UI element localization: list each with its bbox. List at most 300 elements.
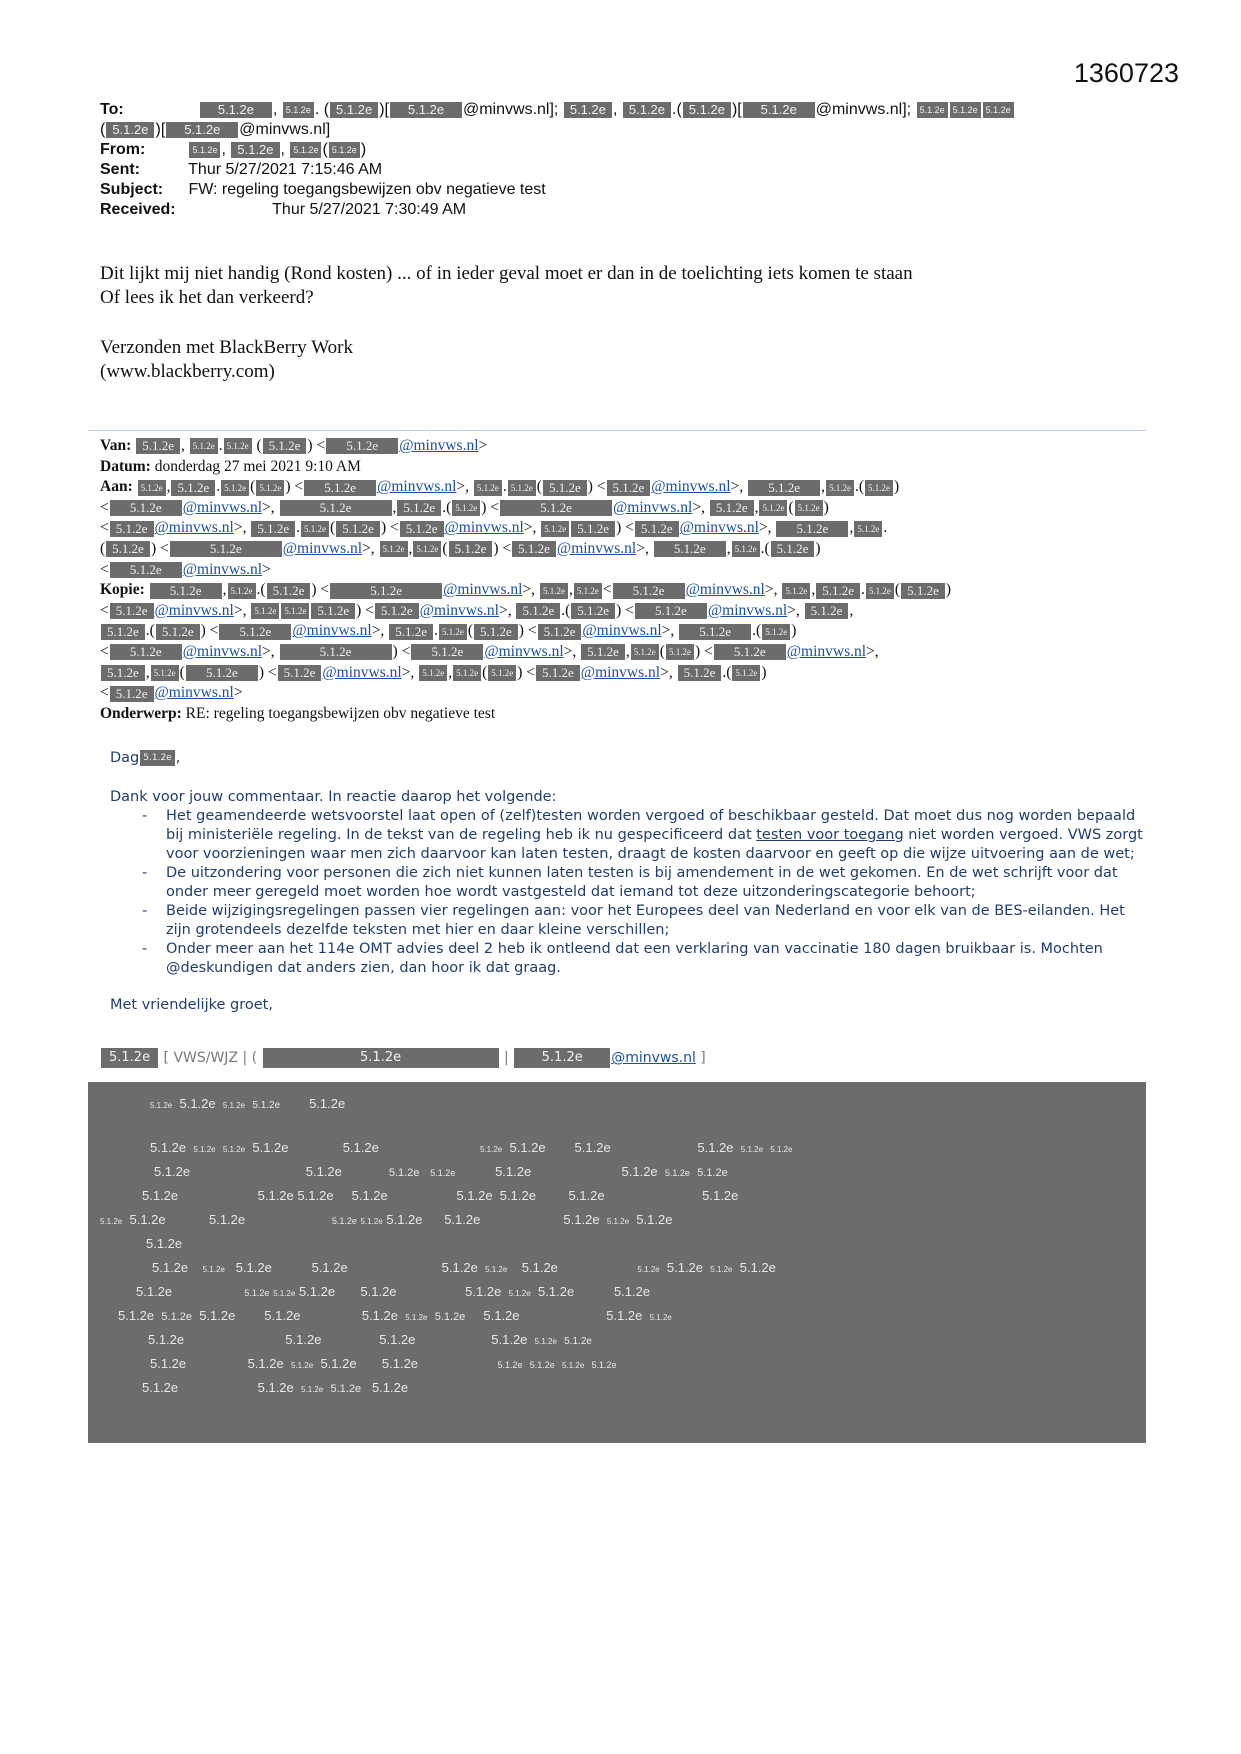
- sent-with: Verzonden met BlackBerry Work: [100, 337, 353, 358]
- kopie-row: Kopie: 5.1.2e , 5.1.2e .( 5.1.2e ) < 5.1.2e @minvws.nl>, 5.1.2e , 5.1.2e < 5.1.2e @minvws.nl>, 5.1.2e , 5.1.2e . 5.1.2e ( 5.1.2e ): [100, 581, 952, 599]
- redaction: 5.1.2e: [613, 1284, 651, 1299]
- redaction: 5.1.2e: [434, 1311, 466, 1323]
- redaction: 5.1.2e: [866, 583, 894, 599]
- redaction: 5.1.2e: [140, 750, 174, 766]
- signature-email[interactable]: @minvws.nl: [611, 1050, 696, 1066]
- redaction: 5.1.2e: [231, 142, 279, 158]
- body-line: Of lees ik het dan verkeerd?: [100, 287, 314, 308]
- received-label: Received:: [100, 201, 176, 218]
- redaction: 5.1.2e: [297, 1188, 334, 1203]
- redaction: 5.1.2e: [110, 686, 154, 702]
- redaction: 5.1.2e: [247, 1356, 284, 1371]
- redaction-row: [150, 1140, 793, 1155]
- redaction: 5.1.2e: [305, 1164, 342, 1179]
- redaction: 5.1.2e: [161, 1311, 192, 1323]
- reply-intro: Dank voor jouw commentaar. In reactie daarop het volgende:: [110, 789, 557, 805]
- redaction: 5.1.2e: [413, 541, 441, 557]
- redaction: 5.1.2e: [702, 1188, 739, 1203]
- message-body: [100, 262, 913, 310]
- kopie-row-cont: 5.1.2e , 5.1.2e ( 5.1.2e ) < 5.1.2e @minvws.nl>, 5.1.2e , 5.1.2e ( 5.1.2e ) < 5.1.2e @minvws.nl>, 5.1.2e .( 5.1.2e ): [100, 663, 1150, 684]
- email-link[interactable]: @minvws.nl: [154, 684, 234, 702]
- redaction: 5.1.2e: [331, 1216, 357, 1226]
- redaction: 5.1.2e: [678, 665, 722, 681]
- redaction: 5.1.2e: [581, 644, 625, 660]
- bullet-item: - De uitzondering voor personen die zich niet kunnen laten testen is bij amendement in de wet gekomen. En de wet schrijft voor dat onder meer geregeld moet worden hoe wordt vastgesteld dat iemand tot deze uitzonderingscategorie behoort;: [110, 864, 1150, 902]
- redaction: 5.1.2e: [697, 1167, 728, 1179]
- received-row: [100, 200, 1015, 220]
- redaction: 5.1.2e: [142, 1380, 179, 1395]
- email-header: [100, 100, 1015, 220]
- redaction: 5.1.2e: [208, 1212, 246, 1227]
- email-link[interactable]: @minvws.nl: [580, 663, 661, 681]
- reply-greeting: Dag 5.1.2e ,: [110, 750, 181, 766]
- redaction: 5.1.2e: [251, 521, 295, 537]
- redaction: 5.1.2e: [190, 438, 218, 454]
- redaction: 5.1.2e: [759, 500, 787, 516]
- reply-closing: Met vriendelijke groet,: [110, 997, 273, 1013]
- redaction: 5.1.2e: [202, 1265, 225, 1274]
- kopie-label: Kopie:: [100, 581, 145, 599]
- email-link[interactable]: @minvws.nl: [182, 498, 263, 516]
- redaction: 5.1.2e: [917, 102, 948, 118]
- redaction: 5.1.2e: [606, 1217, 630, 1226]
- redaction: 5.1.2e: [430, 1168, 456, 1178]
- redaction: 5.1.2e: [200, 102, 272, 118]
- redaction-row: [142, 1380, 408, 1395]
- redaction: 5.1.2e: [106, 541, 150, 557]
- received-value: Thur 5/27/2021 7:30:49 AM: [272, 201, 467, 218]
- email-link[interactable]: @minvws.nl: [419, 601, 499, 619]
- redaction: 5.1.2e: [222, 1145, 246, 1154]
- redaction: 5.1.2e: [390, 102, 462, 118]
- redaction: 5.1.2e: [782, 583, 810, 599]
- redaction: 5.1.2e: [244, 1288, 270, 1298]
- redaction: 5.1.2e: [508, 480, 536, 496]
- redaction: 5.1.2e: [290, 1361, 314, 1370]
- redaction: 5.1.2e: [290, 142, 321, 158]
- email-link[interactable]: @minvws.nl: [292, 622, 372, 640]
- redaction: 5.1.2e: [771, 541, 815, 557]
- email-link[interactable]: @minvws.nl: [154, 519, 234, 537]
- redaction: 5.1.2e: [171, 480, 215, 496]
- redaction: 5.1.2e: [649, 1313, 672, 1322]
- redaction: 5.1.2e: [388, 1167, 420, 1179]
- redaction: 5.1.2e: [635, 521, 679, 537]
- email-link[interactable]: @minvws.nl: [679, 519, 759, 537]
- redaction: 5.1.2e: [805, 603, 849, 619]
- redaction: 5.1.2e: [631, 644, 659, 660]
- redaction: 5.1.2e: [309, 1096, 346, 1111]
- redaction-row: [146, 1236, 182, 1251]
- email-link[interactable]: @minvws.nl: [484, 642, 564, 660]
- redaction: 5.1.2e: [235, 1260, 272, 1275]
- redaction: 5.1.2e: [714, 644, 786, 660]
- redaction: 5.1.2e: [100, 1217, 123, 1226]
- redaction: 5.1.2e: [449, 541, 493, 557]
- redaction: 5.1.2e: [465, 1284, 502, 1299]
- redaction: 5.1.2e: [136, 438, 180, 454]
- redaction: 5.1.2e: [110, 603, 154, 619]
- redaction: 5.1.2e: [251, 603, 279, 619]
- redaction: 5.1.2e: [564, 102, 612, 118]
- onderwerp-label: Onderwerp:: [100, 704, 182, 722]
- redaction: 5.1.2e: [193, 1145, 216, 1154]
- signature-pipe: |: [504, 1050, 509, 1066]
- email-link[interactable]: @minvws.nl: [613, 498, 693, 516]
- redaction: 5.1.2e: [950, 102, 981, 118]
- signature-dept: [ VWS/WJZ | (: [163, 1050, 258, 1066]
- email-link[interactable]: @minvws.nl: [377, 478, 457, 496]
- redaction: 5.1.2e: [199, 1308, 236, 1323]
- redaction: 5.1.2e: [816, 583, 860, 599]
- redaction: 5.1.2e: [320, 1356, 357, 1371]
- email-link[interactable]: @minvws.nl: [582, 622, 662, 640]
- forwarded-header: [100, 436, 1150, 724]
- redaction: 5.1.2e: [228, 583, 256, 599]
- document-id: 1360723: [1073, 58, 1179, 88]
- redaction: 5.1.2e: [606, 1308, 643, 1323]
- redaction: 5.1.2e: [252, 1100, 281, 1111]
- aan-row-cont: < 5.1.2e @minvws.nl>, 5.1.2e , 5.1.2e .( 5.1.2e ) < 5.1.2e @minvws.nl>, 5.1.2e , 5.1.2e ( 5.1.2e ): [100, 498, 829, 516]
- redaction: 5.1.2e: [304, 480, 376, 496]
- redaction: 5.1.2e: [697, 1140, 734, 1155]
- redaction: 5.1.2e: [150, 1101, 173, 1110]
- redaction: 5.1.2e: [740, 1145, 764, 1154]
- van-row: Van: 5.1.2e , 5.1.2e . 5.1.2e ( 5.1.2e ) < 5.1.2e @minvws.nl>: [100, 437, 488, 454]
- redaction: 5.1.2e: [571, 521, 615, 537]
- redaction: 5.1.2e: [360, 1284, 397, 1299]
- redaction: 5.1.2e: [386, 1212, 423, 1227]
- redaction: 5.1.2e: [571, 603, 615, 619]
- redaction: 5.1.2e: [330, 102, 378, 118]
- redaction: 5.1.2e: [474, 624, 518, 640]
- redaction: 5.1.2e: [516, 603, 560, 619]
- redaction: 5.1.2e: [901, 583, 945, 599]
- redaction: 5.1.2e: [411, 644, 483, 660]
- bullet-text: Het geamendeerde wetsvoorstel laat open of (zelf)testen worden vergoed of beschikbaar gesteld. Dat moet dus nog worden bepaald bij ministeriële regeling. In de tekst van de regeling heb ik nu gespecificeerd dat: [166, 808, 1136, 843]
- redaction: 5.1.2e: [342, 1140, 379, 1155]
- bullet-link[interactable]: testen voor toegang: [756, 827, 904, 843]
- redaction: 5.1.2e: [101, 624, 145, 640]
- redaction: 5.1.2e: [179, 1096, 216, 1111]
- redaction: 5.1.2e: [710, 500, 754, 516]
- redaction: 5.1.2e: [497, 1360, 523, 1370]
- redaction: 5.1.2e: [621, 1164, 658, 1179]
- subject-value: FW: regeling toegangsbewijzen obv negatieve test: [188, 181, 546, 198]
- redaction: 5.1.2e: [483, 1308, 520, 1323]
- redaction: 5.1.2e: [540, 583, 568, 599]
- greeting-text: Dag: [110, 750, 140, 766]
- redaction: 5.1.2e: [330, 1383, 362, 1395]
- redaction: 5.1.2e: [360, 1217, 383, 1226]
- redaction: 5.1.2e: [152, 1260, 189, 1275]
- sent-row: [100, 160, 1015, 180]
- to-row: To: 5.1.2e , 5.1.2e . ( 5.1.2e )[ 5.1.2e @minvws.nl]; 5.1.2e , 5.1.2e .( 5.1.2e )[ 5.1.2e @minvws.nl]; 5.1.2e 5.1.2e 5.1.2e: [100, 100, 1015, 120]
- reply-bullets: [110, 807, 1150, 978]
- redaction: 5.1.2e: [389, 624, 433, 640]
- redaction: 5.1.2e: [444, 1212, 481, 1227]
- redaction-row: [148, 1332, 592, 1347]
- redaction: 5.1.2e: [568, 1188, 605, 1203]
- redaction: 5.1.2e: [654, 541, 726, 557]
- email-link[interactable]: @minvws.nl: [707, 601, 788, 619]
- sent-value: Thur 5/27/2021 7:15:46 AM: [188, 161, 383, 178]
- datum-value: donderdag 27 mei 2021 9:10 AM: [154, 457, 361, 475]
- redaction: 5.1.2e: [732, 665, 760, 681]
- redacted-block: [88, 1082, 1146, 1443]
- email-link[interactable]: @minvws.nl: [322, 663, 402, 681]
- redaction-row: [150, 1096, 345, 1111]
- email-link[interactable]: @minvws.nl: [556, 539, 637, 557]
- redaction: 5.1.2e: [748, 480, 820, 496]
- to-label: To:: [100, 101, 124, 118]
- redaction: 5.1.2e: [562, 1361, 585, 1370]
- redaction: 5.1.2e: [101, 665, 145, 681]
- email-link[interactable]: @minvws.nl: [685, 581, 765, 599]
- datum-row: [100, 457, 1150, 478]
- redaction: 5.1.2e: [267, 583, 311, 599]
- redaction: 5.1.2e: [285, 1332, 322, 1347]
- redaction: 5.1.2e: [495, 1164, 532, 1179]
- kopie-row-cont: 5.1.2e .( 5.1.2e ) < 5.1.2e @minvws.nl>, 5.1.2e . 5.1.2e ( 5.1.2e ) < 5.1.2e @minvws.nl>, 5.1.2e .( 5.1.2e ): [100, 621, 1150, 642]
- redaction-row: [142, 1188, 738, 1203]
- redaction: 5.1.2e: [480, 1145, 503, 1154]
- redaction: 5.1.2e: [613, 583, 685, 599]
- redaction: 5.1.2e: [311, 1260, 348, 1275]
- email-link[interactable]: @minvws.nl: [182, 642, 263, 660]
- email-link[interactable]: @minvws.nl: [182, 560, 263, 578]
- redaction: 5.1.2e: [488, 665, 516, 681]
- redaction: 5.1.2e: [534, 1337, 557, 1346]
- redaction: 5.1.2e: [146, 1236, 183, 1251]
- redaction: 5.1.2e: [564, 1336, 592, 1347]
- redaction: 5.1.2e: [301, 1385, 324, 1394]
- redaction: 5.1.2e: [351, 1188, 388, 1203]
- redaction: 5.1.2e: [150, 1356, 187, 1371]
- redaction: 5.1.2e: [154, 1164, 191, 1179]
- signature-line: [100, 1048, 706, 1068]
- redaction: 5.1.2e: [541, 521, 569, 537]
- redaction: 5.1.2e: [263, 1048, 499, 1068]
- redaction: 5.1.2e: [110, 500, 182, 516]
- redaction: 5.1.2e: [529, 1360, 555, 1370]
- mobile-signature: [100, 336, 353, 384]
- redaction: 5.1.2e: [301, 521, 329, 537]
- redaction: 5.1.2e: [453, 665, 481, 681]
- redaction: 5.1.2e: [264, 1308, 301, 1323]
- email-link[interactable]: @minvws.nl: [786, 642, 867, 660]
- redaction: 5.1.2e: [536, 665, 580, 681]
- redaction: 5.1.2e: [854, 521, 882, 537]
- email-link[interactable]: @minvws.nl: [399, 437, 479, 454]
- email-link[interactable]: @minvws.nl: [282, 539, 363, 557]
- redaction: 5.1.2e: [574, 583, 602, 599]
- aan-label: Aan:: [100, 478, 133, 496]
- redaction: 5.1.2e: [732, 541, 760, 557]
- redaction: 5.1.2e: [101, 1048, 158, 1068]
- signature-end: ]: [700, 1050, 706, 1066]
- redaction: 5.1.2e: [281, 603, 309, 619]
- redaction: 5.1.2e: [636, 1212, 673, 1227]
- redaction: 5.1.2e: [336, 521, 380, 537]
- bullet-text: niet worden vergoed. VWS zorgt voor voorzieningen waar men zich daarvoor kan laten testen, draagt de kosten daarvoor en geeft op die wijze uitvoering aan de wet;: [166, 827, 1143, 862]
- redaction: 5.1.2e: [770, 1145, 793, 1154]
- redaction: 5.1.2e: [739, 1260, 776, 1275]
- email-link[interactable]: @minvws.nl: [154, 601, 234, 619]
- onderwerp-row: [100, 704, 1150, 725]
- redaction: 5.1.2e: [508, 1289, 531, 1298]
- redaction: 5.1.2e: [710, 1265, 733, 1274]
- redaction: 5.1.2e: [380, 541, 408, 557]
- redaction: 5.1.2e: [189, 142, 220, 158]
- redaction: 5.1.2e: [186, 665, 258, 681]
- redaction: 5.1.2e: [263, 438, 307, 454]
- redaction: 5.1.2e: [635, 603, 707, 619]
- redaction: 5.1.2e: [256, 480, 284, 496]
- redaction: 5.1.2e: [865, 480, 893, 496]
- redaction-row: [136, 1284, 650, 1299]
- redaction: 5.1.2e: [329, 142, 360, 158]
- redaction: 5.1.2e: [499, 1188, 536, 1203]
- redaction: 5.1.2e: [106, 122, 154, 138]
- sent-label: Sent:: [100, 161, 140, 178]
- redaction: 5.1.2e: [795, 500, 823, 516]
- redaction: 5.1.2e: [826, 480, 854, 496]
- aan-row: Aan: 5.1.2e , 5.1.2e . 5.1.2e ( 5.1.2e ) < 5.1.2e @minvws.nl>, 5.1.2e . 5.1.2e ( 5.1.2e ) < 5.1.2e @minvws.nl>, 5.1.2e , 5.1.2e .( 5.1.2e ): [100, 478, 900, 496]
- to-email-domain: @minvws.nl]: [239, 121, 331, 138]
- redaction: 5.1.2e: [474, 480, 502, 496]
- redaction: 5.1.2e: [683, 102, 731, 118]
- redaction: 5.1.2e: [280, 500, 392, 516]
- redaction: 5.1.2e: [224, 438, 252, 454]
- redaction: 5.1.2e: [664, 1168, 690, 1178]
- to-email-domain: @minvws.nl];: [815, 101, 912, 118]
- redaction: 5.1.2e: [509, 1140, 546, 1155]
- redaction: 5.1.2e: [521, 1260, 558, 1275]
- kopie-row-cont: < 5.1.2e @minvws.nl>, 5.1.2e 5.1.2e 5.1.2e ) < 5.1.2e @minvws.nl>, 5.1.2e .( 5.1.2e ) < 5.1.2e @minvws.nl>, 5.1.2e ,: [100, 601, 854, 619]
- blackberry-url: (www.blackberry.com): [100, 361, 275, 382]
- redaction: 5.1.2e: [637, 1265, 660, 1274]
- redaction: 5.1.2e: [311, 603, 355, 619]
- body-line: Dit lijkt mij niet handig (Rond kosten) ... of in ieder geval moet er dan in de toelichting iets komen te staan: [100, 263, 913, 284]
- redaction: 5.1.2e: [607, 480, 651, 496]
- redaction: 5.1.2e: [441, 1260, 478, 1275]
- redaction: 5.1.2e: [375, 603, 419, 619]
- bullet-item: - Onder meer aan het 114e OMT advies deel 2 heb ik ontleend dat een verklaring van vaccinatie 180 dagen bruikbaar is. Mochten @deskundigen dat anders zien, dan hoor ik dat graag.: [110, 940, 1150, 978]
- redaction: 5.1.2e: [397, 500, 441, 516]
- van-label: Van:: [100, 437, 132, 454]
- redaction: 5.1.2e: [405, 1313, 428, 1322]
- aan-row-cont: ( 5.1.2e ) < 5.1.2e @minvws.nl>, 5.1.2e , 5.1.2e ( 5.1.2e ) < 5.1.2e @minvws.nl>, 5.1.2e , 5.1.2e .( 5.1.2e ): [100, 539, 821, 557]
- redaction: 5.1.2e: [452, 500, 480, 516]
- redaction: 5.1.2e: [485, 1265, 508, 1274]
- redaction: 5.1.2e: [222, 1101, 246, 1110]
- redaction: 5.1.2e: [623, 102, 671, 118]
- email-link[interactable]: @minvws.nl: [443, 581, 523, 599]
- redaction: 5.1.2e: [170, 541, 282, 557]
- to-email-domain: @minvws.nl];: [462, 101, 559, 118]
- redaction: 5.1.2e: [156, 624, 200, 640]
- redaction: 5.1.2e: [257, 1188, 294, 1203]
- redaction: 5.1.2e: [776, 521, 848, 537]
- redaction: 5.1.2e: [166, 122, 238, 138]
- redaction: 5.1.2e: [151, 665, 179, 681]
- redaction: 5.1.2e: [110, 644, 182, 660]
- redaction: 5.1.2e: [221, 480, 249, 496]
- redaction: 5.1.2e: [983, 102, 1014, 118]
- redaction: 5.1.2e: [500, 500, 612, 516]
- redaction: 5.1.2e: [491, 1332, 528, 1347]
- redaction: 5.1.2e: [762, 624, 790, 640]
- redaction-row: [100, 1212, 672, 1227]
- redaction-row: [154, 1164, 728, 1179]
- redaction: 5.1.2e: [574, 1140, 611, 1155]
- redaction: 5.1.2e: [330, 583, 442, 599]
- redaction: 5.1.2e: [679, 624, 751, 640]
- redaction: 5.1.2e: [538, 1284, 575, 1299]
- redaction: 5.1.2e: [278, 665, 322, 681]
- redaction: 5.1.2e: [280, 644, 392, 660]
- redaction: 5.1.2e: [514, 1048, 610, 1068]
- separator: [88, 430, 1146, 431]
- redaction: 5.1.2e: [439, 624, 467, 640]
- redaction: 5.1.2e: [591, 1360, 617, 1370]
- redaction: 5.1.2e: [118, 1308, 155, 1323]
- redaction: 5.1.2e: [252, 1140, 289, 1155]
- onderwerp-value: RE: regeling toegangsbewijzen obv negatieve test: [185, 704, 496, 722]
- redaction: 5.1.2e: [136, 1284, 173, 1299]
- redaction: 5.1.2e: [371, 1380, 409, 1395]
- redaction: 5.1.2e: [743, 102, 815, 118]
- redaction: 5.1.2e: [142, 1188, 179, 1203]
- redaction: 5.1.2e: [563, 1212, 600, 1227]
- kopie-row-cont: < 5.1.2e @minvws.nl>, 5.1.2e ) < 5.1.2e @minvws.nl>, 5.1.2e , 5.1.2e ( 5.1.2e ) < 5.1.2e @minvws.nl>,: [100, 642, 879, 660]
- redaction: 5.1.2e: [538, 624, 582, 640]
- redaction: 5.1.2e: [283, 102, 314, 118]
- from-row: From: 5.1.2e , 5.1.2e , 5.1.2e ( 5.1.2e ): [100, 141, 367, 158]
- redaction: 5.1.2e: [150, 1140, 187, 1155]
- aan-row-cont: < 5.1.2e @minvws.nl>, 5.1.2e . 5.1.2e ( 5.1.2e ) < 5.1.2e @minvws.nl>, 5.1.2e 5.1.2e ) < 5.1.2e @minvws.nl>, 5.1.2e , 5.1.2e .: [100, 519, 888, 537]
- from-label: From:: [100, 141, 146, 158]
- subject-row: [100, 180, 1015, 200]
- redaction: 5.1.2e: [381, 1356, 419, 1371]
- reply-body: [110, 788, 1150, 1015]
- datum-label: Datum:: [100, 457, 151, 475]
- redaction: 5.1.2e: [419, 665, 447, 681]
- email-link[interactable]: @minvws.nl: [651, 478, 731, 496]
- bullet-item: [110, 807, 1150, 864]
- email-link[interactable]: @minvws.nl: [444, 519, 524, 537]
- kopie-row-cont: < 5.1.2e @minvws.nl>: [100, 684, 243, 702]
- redaction-row: [152, 1260, 776, 1275]
- redaction: 5.1.2e: [543, 480, 587, 496]
- redaction-row: [118, 1308, 672, 1323]
- redaction: 5.1.2e: [400, 521, 444, 537]
- redaction: 5.1.2e: [129, 1212, 166, 1227]
- redaction: 5.1.2e: [361, 1308, 398, 1323]
- redaction: 5.1.2e: [379, 1332, 416, 1347]
- redaction: 5.1.2e: [326, 438, 398, 454]
- redaction: 5.1.2e: [512, 541, 556, 557]
- to-row-2: ( 5.1.2e )[ 5.1.2e @minvws.nl]: [100, 121, 331, 138]
- redaction: 5.1.2e: [110, 562, 182, 578]
- redaction: 5.1.2e: [273, 1289, 296, 1298]
- subject-label: Subject:: [100, 181, 164, 198]
- redaction: 5.1.2e: [298, 1284, 336, 1299]
- redaction: 5.1.2e: [257, 1380, 294, 1395]
- redaction: 5.1.2e: [219, 624, 291, 640]
- redaction: 5.1.2e: [148, 1332, 185, 1347]
